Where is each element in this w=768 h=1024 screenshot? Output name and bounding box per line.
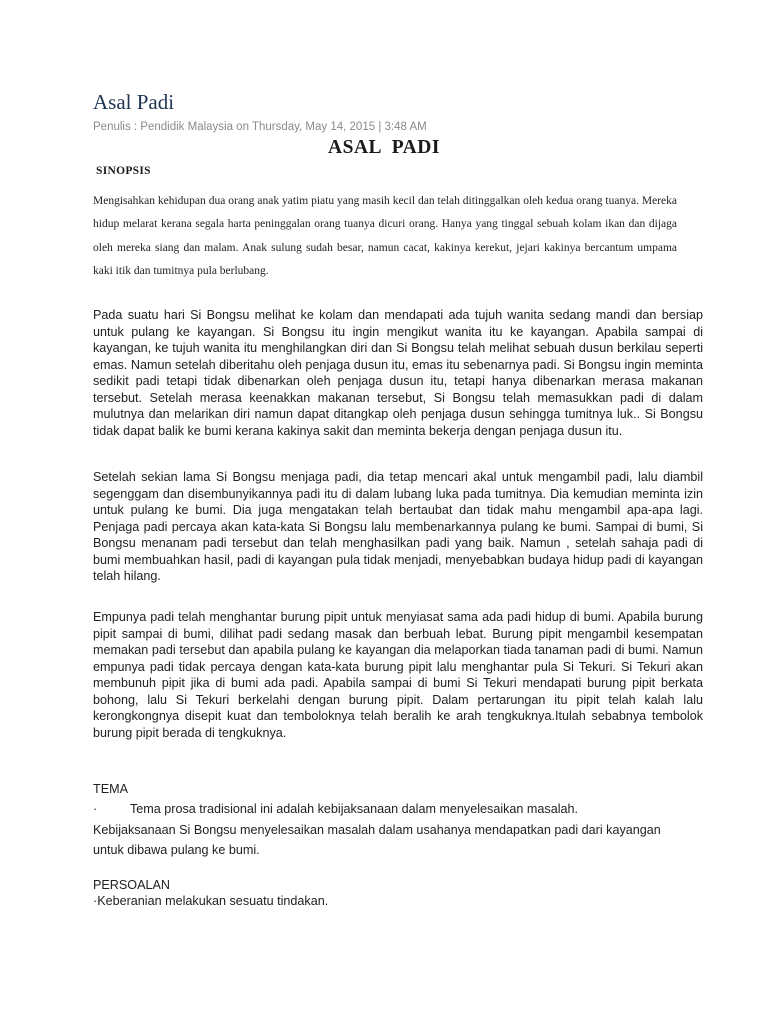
story-paragraph-3: Empunya padi telah menghantar burung pipit untuk menyiasat sama ada padi hidup di bumi. Apabila burung pipit sampai di bumi, dilihat padi sedang masak dan berbuah lebat. Burung pipit mengambil kesempatan memakan padi tersebut dan apabila pulang ke kayangan dia melaporkan tiada tanaman padi di bumi. Namun empunya padi tidak percaya dengan kata-kata burung pipit lalu menghantar pula Si Tekuri. Si Tekuri akan membunuh pipit jika di bumi ada padi. Apabila sampai di bumi Si Tekuri mendapati burung pipit berkata bohong, lalu Si Tekuri berkelahi dengan burung pipit. Dalam pertarungan itu pipit telah kalah lalu kerongkongnya disepit kuat dan temboloknya telah beralih ke arah tengkuknya.Itulah sebabnya tembolok burung pipit berada di tengkuknya. xyxy=(93,610,703,740)
tema-bullet-item xyxy=(93,802,578,816)
tema-paragraph: Kebijaksanaan Si Bongsu menyelesaikan masalah dalam usahanya mendapatkan padi dari kayangan untuk dibawa pulang ke bumi. xyxy=(93,823,661,857)
sinopsis-label: SINOPSIS xyxy=(96,165,151,177)
article-title: Asal Padi xyxy=(93,90,175,114)
sinopsis-paragraph: Mengisahkan kehidupan dua orang anak yatim piatu yang masih kecil dan telah ditinggalkan oleh kedua orang tuanya. Mereka hidup melarat kerana segala harta peninggalan orang tuanya dicuri orang. Hanya yang tinggal sebuah kolam ikan dan dijaga oleh mereka siang dan malam. Anak sulung sudah besar, namun cacat, kakinya kerekut, jejari kakinya bercantum umpama kaki itik dan tumitnya pula berlubang. xyxy=(93,195,677,277)
story-paragraph-2: Setelah sekian lama Si Bongsu menjaga padi, dia tetap mencari akal untuk mengambil padi, lalu diambil segenggam dan disembunyikannya padi itu di dalam lubang luka pada tumitnya. Dia kemudian meminta izin untuk pulang ke bumi. Dia juga mengatakan telah bertaubat dan tidak mahu mengambil apa-apa lagi. Penjaga padi percaya akan kata-kata Si Bongsu lalu membenarkannya pulang ke bumi. Sampai di bumi, Si Bongsu menanam padi tersebut dan telah menghasilkan padi yang baik. Namun , setelah sahaja padi di bumi membuahkan hasil, padi di kayangan pula tidak menjadi, menyebabkan budaya hidup padi di kayangan telah hilang. xyxy=(93,470,703,583)
story-paragraph-1: Pada suatu hari Si Bongsu melihat ke kolam dan mendapati ada tujuh wanita sedang mandi dan bersiap untuk pulang ke kayangan. Si Bongsu itu ingin mengikut wanita itu ke kayangan. Apabila sampai di kayangan, ke tujuh wanita itu menghilangkan diri dan Si Bongsu telah melihat sebuah dusun berkilau seperti emas. Namun setelah diberitahu oleh penjaga dusun itu, emas itu sebenarnya padi. Si Bongsu ingin meminta sedikit padi tetapi tidak dibenarkan oleh penjaga dusun itu, tetapi hanya dibenarkan merasa makanan tersebut. Setelah merasa keenakkan makanan tersebut, Si Bongsu telah memasukkan padi di dalam mulutnya dan melarikan diri namun dapat ditangkap oleh penjaga dusun sehingga tumitnya luk.. Si Bongsu tidak dapat balik ke bumi kerana kakinya sakit dan meminta bekerja dengan penjaga dusun itu. xyxy=(93,308,703,438)
tema-bullet-text: Tema prosa tradisional ini adalah kebijaksanaan dalam menyelesaikan masalah. xyxy=(130,802,579,816)
article-meta: Penulis : Pendidik Malaysia on Thursday, May 14, 2015 | 3:48 AM xyxy=(93,121,427,133)
tema-heading: TEMA xyxy=(93,782,128,796)
bullet-dot: · xyxy=(93,802,98,816)
document-heading: ASAL PADI xyxy=(328,137,440,158)
persoalan-heading: PERSOALAN xyxy=(93,878,170,892)
persoalan-item: ·Keberanian melakukan sesuatu tindakan. xyxy=(93,894,329,908)
